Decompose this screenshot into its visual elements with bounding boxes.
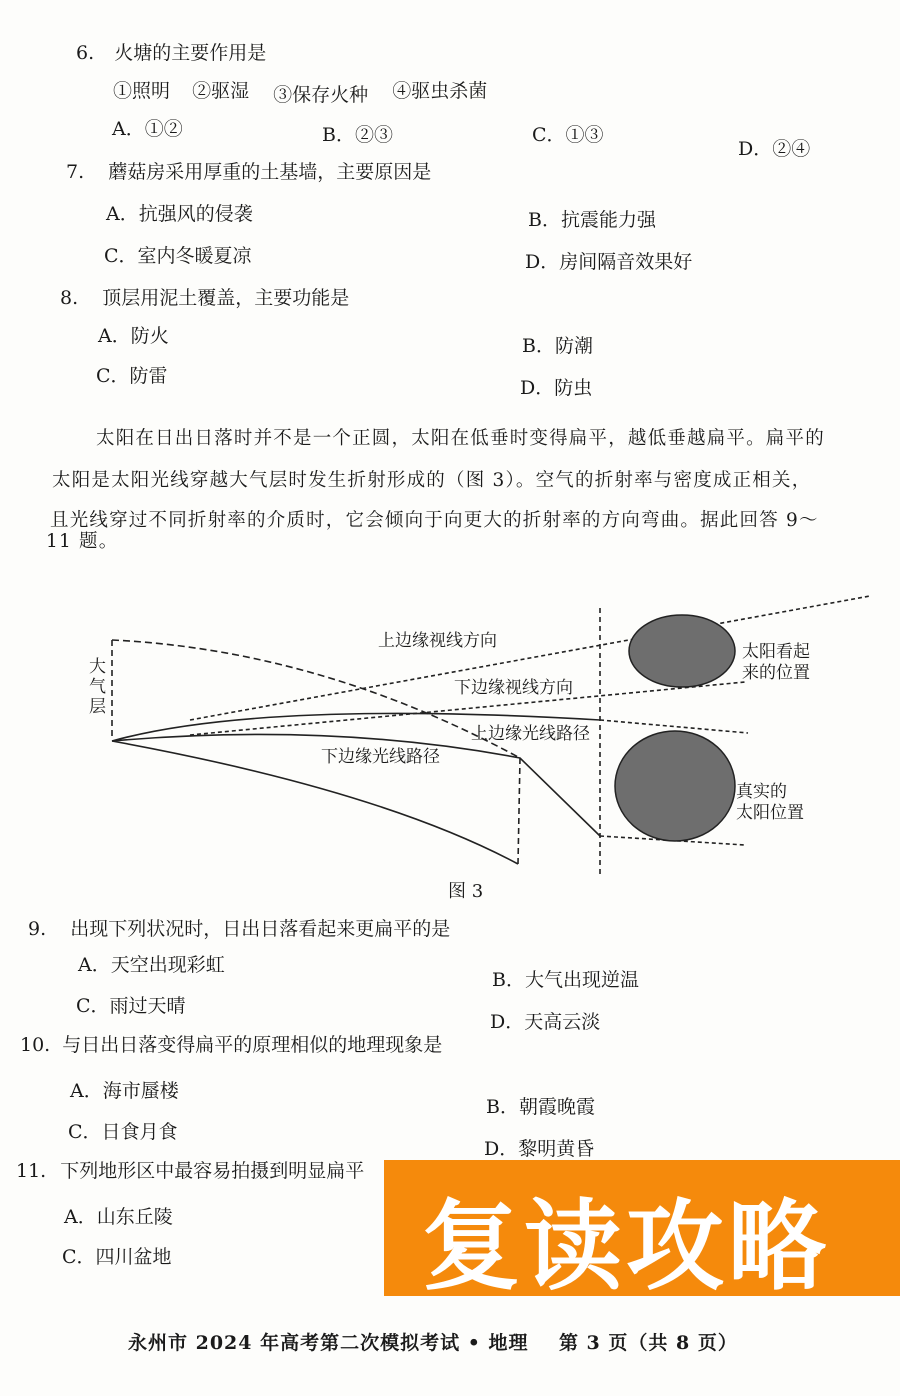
statement-4: ④驱虫杀菌 [392, 80, 488, 102]
option-11a[interactable]: A．山东丘陵 [64, 1206, 173, 1228]
question-stem: 与日出日落变得扁平的原理相似的地理现象是 [62, 1034, 443, 1056]
question-10 [20, 1030, 442, 1057]
earth-surface-curve [112, 741, 518, 864]
label-lower-sight: 下边缘视线方向 [454, 678, 573, 698]
option-8c[interactable]: C．防雷 [96, 365, 168, 387]
watermark-banner [384, 1160, 900, 1304]
question-11 [16, 1156, 364, 1183]
passage-line-2: 太阳是太阳光线穿越大气层时发生折射形成的（图 3）。空气的折射率与密度成正相关， [52, 470, 812, 491]
label-real-sun: 真实的 太阳位置 [736, 782, 804, 823]
option-7c[interactable]: C．室内冬暖夏凉 [104, 245, 252, 267]
option-10d[interactable]: D．黎明黄昏 [484, 1138, 595, 1160]
atmosphere-boundary-curve [112, 640, 520, 758]
watermark-text: 复读攻略 [422, 1190, 831, 1304]
passage-line-1: 太阳在日出日落时并不是一个正圆，太阳在低垂时变得扁平，越低垂越扁平。扁平的 [96, 428, 825, 449]
figure-caption: 图 3 [448, 881, 484, 902]
passage-line-3: 且光线穿过不同折射率的介质时，它会倾向于向更大的折射率的方向弯曲。据此回答 9～ [50, 510, 819, 531]
option-10a[interactable]: A．海市蜃楼 [70, 1080, 179, 1102]
label-apparent-sun: 太阳看起 来的位置 [742, 642, 810, 683]
question-number: 7. [66, 161, 85, 183]
option-7b[interactable]: B．抗震能力强 [528, 209, 656, 231]
question-number: 9. [28, 918, 47, 940]
statement-1: ①照明 [113, 80, 171, 102]
label-upper-sight: 上边缘视线方向 [378, 631, 497, 651]
label-upper-ray: 上边缘光线路径 [471, 724, 590, 744]
page-footer: 永州市 2024 年高考第二次模拟考试 • 地理 第 3 页（共 8 页） [128, 1332, 738, 1354]
option-6d[interactable]: D．②④ [738, 138, 811, 160]
label-atmosphere: 大 气 层 [89, 657, 106, 717]
question-stem: 下列地形区中最容易拍摄到明显扁平 [60, 1160, 365, 1182]
option-6b[interactable]: B．②③ [322, 124, 393, 146]
question-stem: 蘑菇房采用厚重的土基墙，主要原因是 [108, 161, 432, 183]
label-lower-ray: 下边缘光线路径 [321, 747, 440, 767]
option-10c[interactable]: C．日食月食 [68, 1121, 178, 1143]
option-8a[interactable]: A．防火 [98, 325, 169, 347]
statement-3: ③保存火种 [273, 84, 369, 106]
question-number: 6. [76, 42, 95, 64]
option-7a[interactable]: A．抗强风的侵袭 [106, 203, 253, 225]
option-9a[interactable]: A．天空出现彩虹 [78, 954, 225, 976]
question-stem: 火塘的主要作用是 [114, 42, 267, 64]
question-stem: 出现下列状况时，日出日落看起来更扁平的是 [70, 918, 451, 940]
question-9 [28, 914, 450, 941]
question-number: 10. [20, 1034, 51, 1056]
option-11c[interactable]: C．四川盆地 [62, 1246, 172, 1268]
question-number: 11. [16, 1160, 47, 1182]
option-9c[interactable]: C．雨过天晴 [76, 995, 186, 1017]
option-8b[interactable]: B．防潮 [522, 335, 593, 357]
apparent-sun [629, 615, 735, 687]
option-6a[interactable]: A．①② [112, 118, 183, 140]
passage-line-4: 11 题。 [46, 531, 119, 552]
real-sun [615, 731, 735, 841]
question-stem: 顶层用泥土覆盖，主要功能是 [102, 287, 350, 309]
option-10b[interactable]: B．朝霞晚霞 [486, 1096, 595, 1118]
option-9b[interactable]: B．大气出现逆温 [492, 969, 639, 991]
question-number: 8. [60, 287, 79, 309]
option-7d[interactable]: D．房间隔音效果好 [525, 251, 693, 273]
option-8d[interactable]: D．防虫 [520, 377, 593, 399]
option-9d[interactable]: D．天高云淡 [490, 1011, 601, 1033]
option-6c[interactable]: C．①③ [532, 124, 604, 146]
statement-2: ②驱湿 [192, 80, 250, 102]
